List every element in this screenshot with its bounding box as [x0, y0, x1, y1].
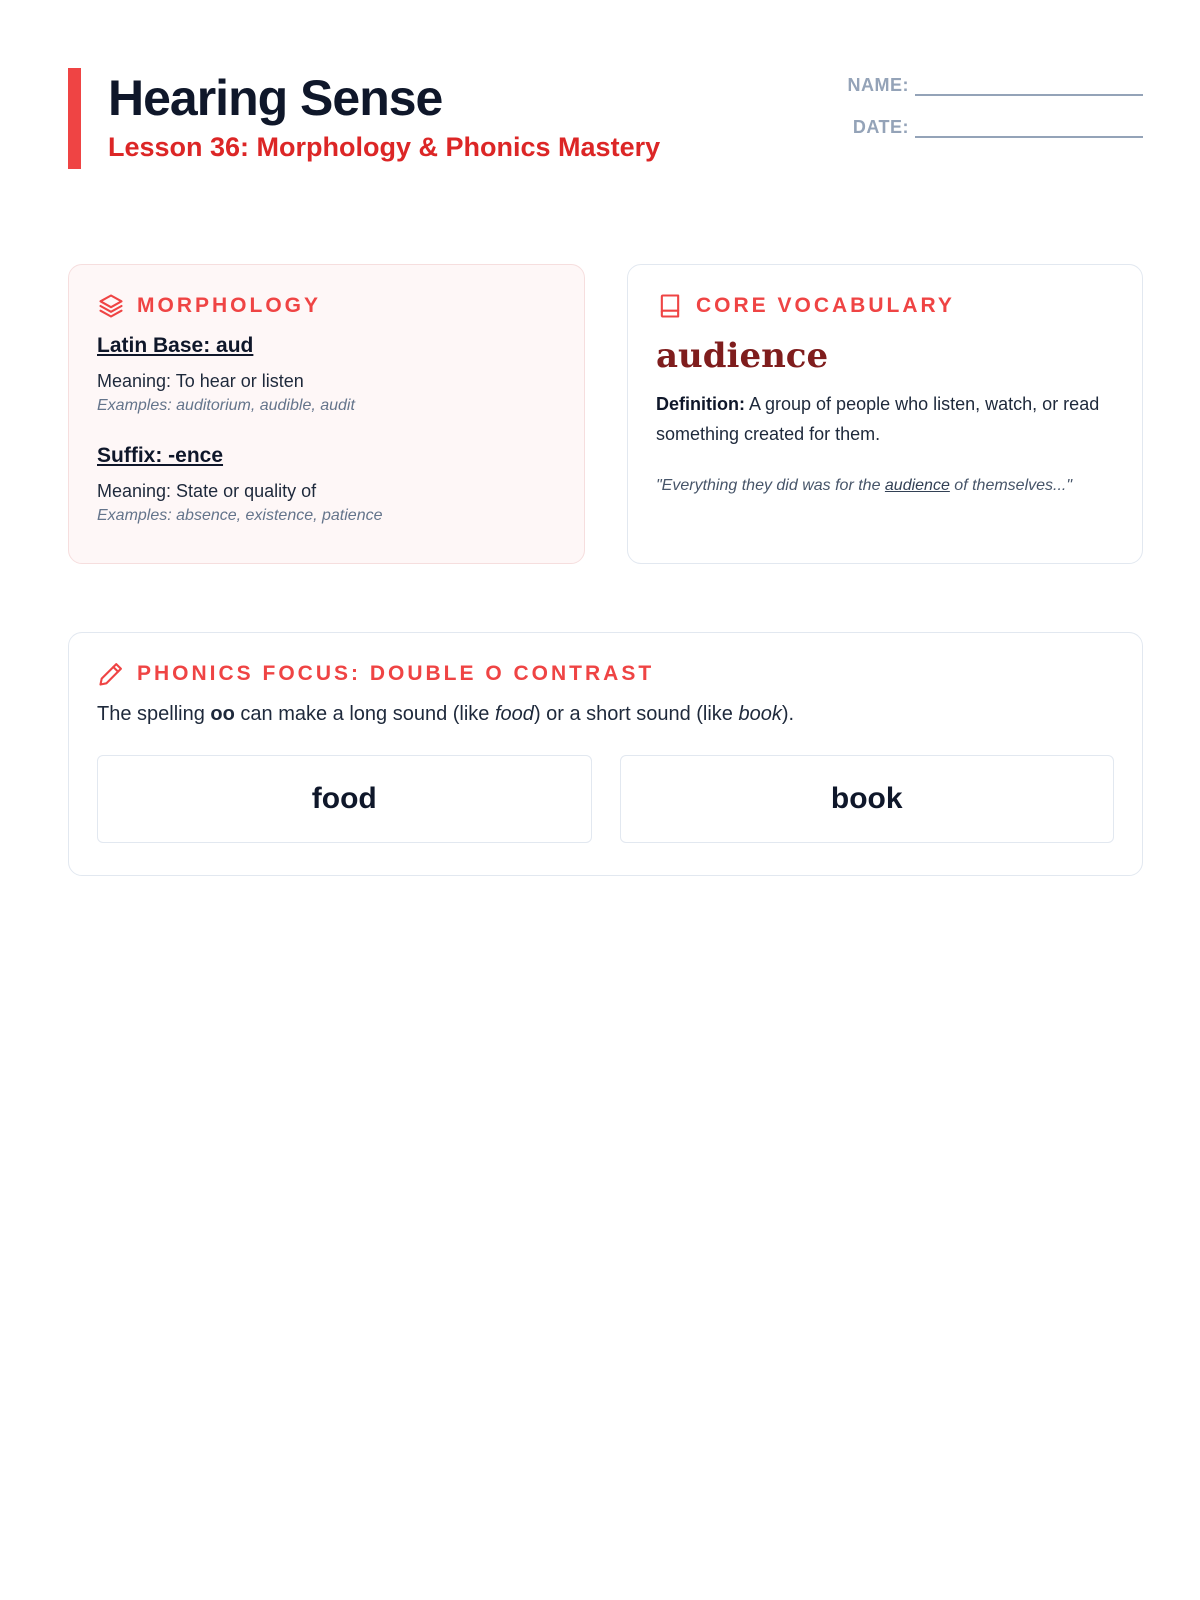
definition-label: Definition: [656, 394, 745, 414]
quote-before: "Everything they did was for the [656, 477, 885, 494]
latin-base-block [97, 331, 556, 417]
vocabulary-card [627, 264, 1143, 564]
phonics-desc-part: ). [781, 703, 795, 725]
vocabulary-definition [656, 389, 1114, 449]
name-field-row [843, 68, 1143, 96]
latin-base-heading: Latin Base: aud [97, 334, 254, 357]
latin-base-examples: Examples: auditorium, audible, audit [97, 397, 355, 414]
name-blank-line[interactable] [915, 74, 1143, 96]
name-label: NAME: [847, 75, 909, 95]
date-blank-line[interactable] [915, 116, 1143, 138]
title-block [108, 68, 660, 164]
date-label: DATE: [852, 117, 909, 137]
latin-base-meaning: Meaning: To hear or listen [97, 371, 304, 391]
accent-bar [68, 68, 81, 169]
morphology-header [97, 291, 556, 321]
name-date-fields [843, 68, 1143, 152]
vocabulary-word: audience [656, 336, 829, 376]
lesson-subtitle: Lesson 36: Morphology & Phonics Mastery [108, 132, 661, 162]
suffix-heading: Suffix: -ence [97, 444, 224, 467]
pencil-icon [97, 660, 125, 688]
phonics-example-short: book [738, 703, 782, 725]
cards-row [68, 264, 1143, 564]
phonics-spelling: oo [210, 703, 235, 725]
page-title: Hearing Sense [108, 70, 443, 126]
vocabulary-header [656, 291, 1114, 321]
suffix-meaning: Meaning: State or quality of [97, 481, 317, 501]
quote-after: of themselves..." [949, 477, 1073, 494]
worksheet-page [68, 68, 1143, 815]
date-field-row [843, 110, 1143, 138]
phonics-desc-part: can make a long sound (like [234, 703, 495, 725]
phonics-desc-part: ) or a short sound (like [533, 703, 739, 725]
phonics-desc-part: The spelling [97, 703, 211, 725]
definition-text: A group of people who listen, watch, or read something created for them. [656, 394, 1100, 444]
morphology-card [68, 264, 585, 564]
phonics-header [97, 659, 1114, 689]
morphology-title: MORPHOLOGY [137, 294, 322, 317]
phonics-title: PHONICS FOCUS: DOUBLE O CONTRAST [137, 662, 655, 685]
vocabulary-quote [656, 473, 1114, 498]
phonics-example-long: food [495, 703, 534, 725]
phonics-card [68, 632, 1143, 876]
vocabulary-title: CORE VOCABULARY [696, 294, 955, 317]
page-header [68, 68, 1143, 168]
phonics-description [97, 699, 1114, 729]
suffix-examples: Examples: absence, existence, patience [97, 507, 383, 524]
suffix-block [97, 441, 556, 527]
word-box-book: book [620, 755, 1115, 843]
book-icon [656, 292, 684, 320]
word-boxes [97, 755, 1114, 843]
quote-word: audience [884, 477, 950, 494]
layers-icon [97, 292, 125, 320]
word-box-food: food [97, 755, 592, 843]
